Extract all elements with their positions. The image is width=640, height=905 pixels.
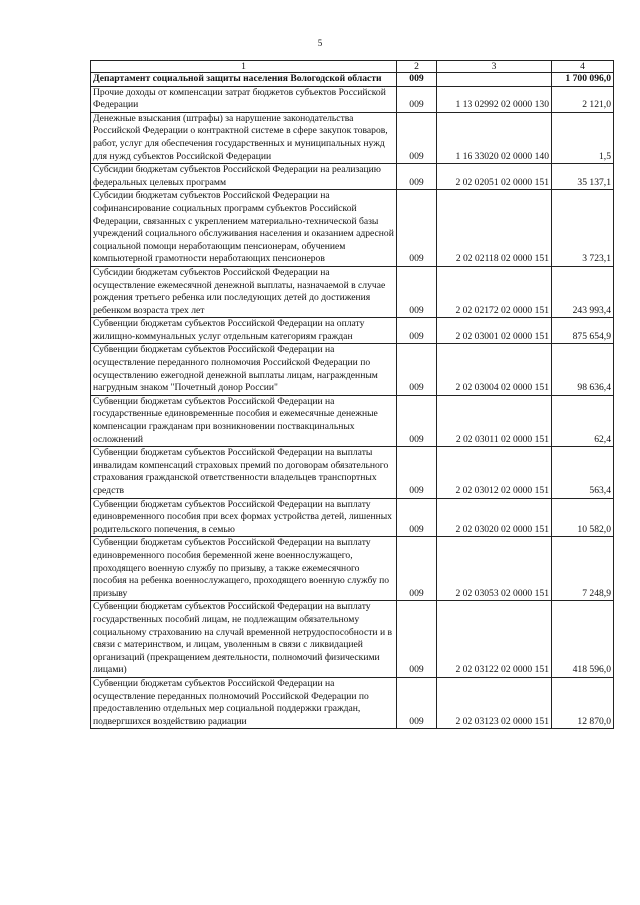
table-row [91, 86, 614, 112]
table-row [91, 164, 614, 190]
revenue-code: 2 02 02118 02 0000 151 [437, 190, 552, 267]
column-header: 2 [397, 61, 437, 73]
row-name: Субсидии бюджетам субъектов Российской Федерации на реализацию федеральных целевых программ [91, 164, 397, 190]
amount: 12 870,0 [552, 677, 614, 728]
row-name: Субвенции бюджетам субъектов Российской Федерации на оплату жилищно-коммунальных услуг отдельным категориям граждан [91, 318, 397, 344]
amount: 98 636,4 [552, 344, 614, 395]
admin-code: 009 [397, 344, 437, 395]
row-name: Субвенции бюджетам субъектов Российской Федерации на осуществление переданных полномочий Российской Федерации по предоставлению отдельных мер социальной поддержки граждан, подвергшихся воздействию радиации [91, 677, 397, 728]
amount: 35 137,1 [552, 164, 614, 190]
revenue-code: 1 13 02992 02 0000 130 [437, 86, 552, 112]
admin-code: 009 [397, 112, 437, 163]
admin-code: 009 [397, 190, 437, 267]
row-name: Субвенции бюджетам субъектов Российской Федерации на осуществление переданного полномочия Российской Федерации по осуществлению ежегодной денежной выплаты лицам, награжденным нагрудным знаком "Почетный донор России" [91, 344, 397, 395]
table-row [91, 266, 614, 317]
revenue-code: 2 02 03012 02 0000 151 [437, 447, 552, 498]
row-name: Субвенции бюджетам субъектов Российской Федерации на выплаты инвалидам компенсаций страховых премий по договорам обязательного страхования гражданской ответственности владельцев транспортных средств [91, 447, 397, 498]
row-name: Субвенции бюджетам субъектов Российской Федерации на выплату единовременного пособия при всех формах устройства детей, лишенных родительского попечения, в семью [91, 498, 397, 537]
table-row [91, 498, 614, 537]
revenue-code: 2 02 03053 02 0000 151 [437, 537, 552, 601]
row-name: Департамент социальной защиты населения Вологодской области [91, 73, 397, 87]
revenue-code: 2 02 03123 02 0000 151 [437, 677, 552, 728]
revenue-code: 2 02 03020 02 0000 151 [437, 498, 552, 537]
table-row [91, 395, 614, 446]
table-row [91, 318, 614, 344]
table-row [91, 73, 614, 87]
admin-code: 009 [397, 86, 437, 112]
revenue-code [437, 73, 552, 87]
row-name: Субсидии бюджетам субъектов Российской Федерации на софинансирование социальных программ субъектов Российской Федерации, связанных с укреплением материально-технической базы учреждений социального обслуживания населения и оказанием адресной социальной помощи неработающим пенсионерам, обучением компьютерной грамотности неработающих пенсионеров [91, 190, 397, 267]
table-row [91, 677, 614, 728]
column-header: 1 [91, 61, 397, 73]
admin-code: 009 [397, 318, 437, 344]
amount: 10 582,0 [552, 498, 614, 537]
amount: 2 121,0 [552, 86, 614, 112]
amount: 62,4 [552, 395, 614, 446]
amount: 1 700 096,0 [552, 73, 614, 87]
admin-code: 009 [397, 266, 437, 317]
revenue-code: 2 02 03011 02 0000 151 [437, 395, 552, 446]
revenue-code: 1 16 33020 02 0000 140 [437, 112, 552, 163]
revenue-code: 2 02 03001 02 0000 151 [437, 318, 552, 344]
amount: 418 596,0 [552, 601, 614, 678]
row-name: Субсидии бюджетам субъектов Российской Федерации на осуществление ежемесячной денежной выплаты, назначаемой в случае рождения третьего ребенка или последующих детей до достижения ребенком возраста трех лет [91, 266, 397, 317]
row-name: Денежные взыскания (штрафы) за нарушение законодательства Российской Федерации о контрактной системе в сфере закупок товаров, работ, услуг для обеспечения государственных и муниципальных нужд для нужд субъектов Российской Федерации [91, 112, 397, 163]
row-name: Субвенции бюджетам субъектов Российской Федерации на выплату государственных пособий лицам, не подлежащим обязательному социальному страхованию на случай временной нетрудоспособности и в связи с материнством, и лицам, уволенным в связи с ликвидацией организаций (прекращением деятельности, полномочий физическими лицами) [91, 601, 397, 678]
amount: 7 248,9 [552, 537, 614, 601]
table-row [91, 447, 614, 498]
row-name: Субвенции бюджетам субъектов Российской Федерации на государственные единовременные пособия и ежемесячные денежные компенсации гражданам при возникновении поствакцинальных осложнений [91, 395, 397, 446]
amount: 3 723,1 [552, 190, 614, 267]
table-row [91, 601, 614, 678]
revenue-code: 2 02 02172 02 0000 151 [437, 266, 552, 317]
table-row [91, 537, 614, 601]
revenue-code: 2 02 03122 02 0000 151 [437, 601, 552, 678]
admin-code: 009 [397, 395, 437, 446]
admin-code: 009 [397, 677, 437, 728]
amount: 875 654,9 [552, 318, 614, 344]
amount: 563,4 [552, 447, 614, 498]
budget-table [90, 60, 614, 729]
admin-code: 009 [397, 601, 437, 678]
column-header: 4 [552, 61, 614, 73]
table-header-row [91, 61, 614, 73]
admin-code: 009 [397, 164, 437, 190]
revenue-code: 2 02 02051 02 0000 151 [437, 164, 552, 190]
admin-code: 009 [397, 73, 437, 87]
amount: 243 993,4 [552, 266, 614, 317]
amount: 1,5 [552, 112, 614, 163]
column-header: 3 [437, 61, 552, 73]
admin-code: 009 [397, 537, 437, 601]
revenue-code: 2 02 03004 02 0000 151 [437, 344, 552, 395]
row-name: Субвенции бюджетам субъектов Российской Федерации на выплату единовременного пособия беременной жене военнослужащего, проходящего военную службу по призыву, а также ежемесячного пособия на ребенка военнослужащего, проходящего военную службу по призыву [91, 537, 397, 601]
table-row [91, 190, 614, 267]
table-row [91, 112, 614, 163]
admin-code: 009 [397, 498, 437, 537]
page-number: 5 [317, 38, 323, 48]
table-row [91, 344, 614, 395]
admin-code: 009 [397, 447, 437, 498]
row-name: Прочие доходы от компенсации затрат бюджетов субъектов Российской Федерации [91, 86, 397, 112]
